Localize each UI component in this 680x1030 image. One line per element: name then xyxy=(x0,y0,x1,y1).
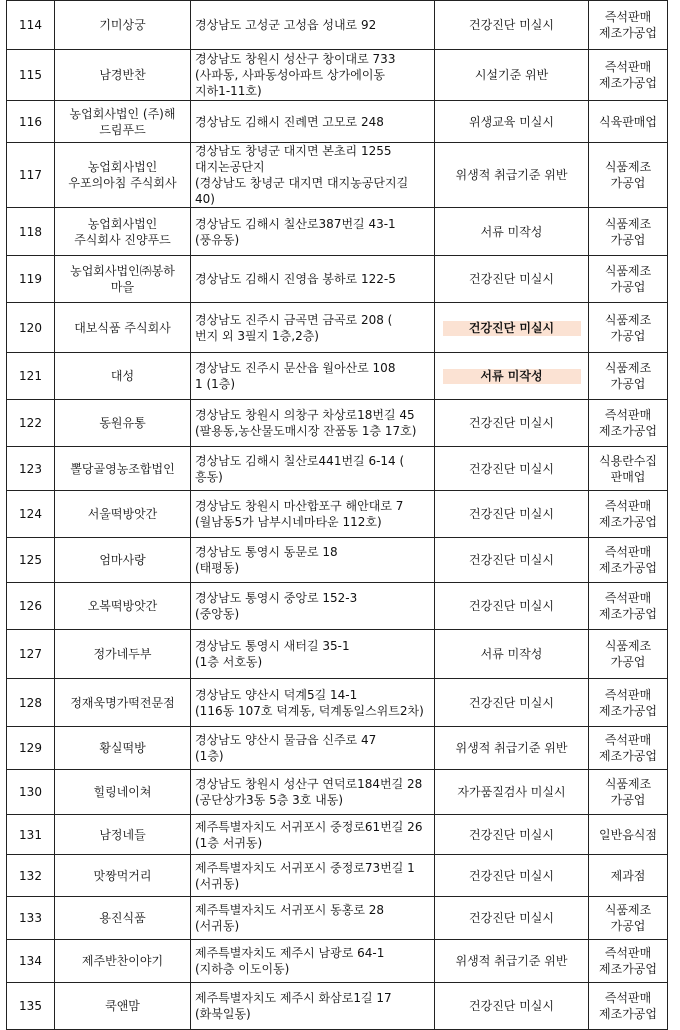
violation-cell: 위생적 취급기준 위반 xyxy=(435,727,589,770)
business-type-line: 제조가공업 xyxy=(599,607,657,621)
address-line: (태평동) xyxy=(195,561,240,575)
business-type-line: 즉석판매 xyxy=(604,408,652,422)
address-cell xyxy=(191,143,435,208)
address-line: 경상남도 창원시 성산구 연덕로184번길 28 xyxy=(195,777,423,791)
address-cell xyxy=(191,727,435,770)
business-type-line: 제조가공업 xyxy=(599,1007,657,1021)
business-name-line: 황실떡방 xyxy=(99,741,146,755)
business-name-line: 서울떡방앗간 xyxy=(87,507,158,521)
violation-cell xyxy=(435,303,589,353)
table-row xyxy=(7,855,668,897)
row-number-cell: 130 xyxy=(7,770,55,815)
business-name-line: 정가네두부 xyxy=(93,647,152,661)
business-type-line: 식품제조 xyxy=(604,903,652,917)
table-row xyxy=(7,256,668,303)
address-line: (지하층 이도이동) xyxy=(195,962,290,976)
address-line: (서귀동) xyxy=(195,919,240,933)
address-line: 1 (1층) xyxy=(195,377,236,391)
business-type-line: 식품제조 xyxy=(604,216,652,231)
business-type-cell xyxy=(589,815,668,855)
address-line: 경상남도 양산시 물금읍 신주로 47 xyxy=(195,733,377,747)
business-type-cell xyxy=(589,630,668,679)
business-name-cell xyxy=(55,983,191,1030)
row-number-cell: 134 xyxy=(7,940,55,983)
address-line: (공단상가3동 5층 3호 내동) xyxy=(195,793,344,807)
business-type-line: 제조가공업 xyxy=(599,515,657,529)
table-row xyxy=(7,447,668,491)
table-row xyxy=(7,491,668,538)
violation-cell: 위생교육 미실시 xyxy=(435,101,589,143)
address-cell xyxy=(191,770,435,815)
business-name-line: 농업회사법인 xyxy=(87,216,158,231)
business-name-cell xyxy=(55,727,191,770)
table-row xyxy=(7,727,668,770)
business-type-cell xyxy=(589,983,668,1030)
business-name-cell xyxy=(55,256,191,303)
violation-cell: 건강진단 미실시 xyxy=(435,583,589,630)
address-cell xyxy=(191,855,435,897)
business-type-cell xyxy=(589,583,668,630)
business-type-line: 가공업 xyxy=(610,232,646,247)
address-line: 경상남도 양산시 덕계5길 14-1 xyxy=(195,687,358,702)
business-type-line: 즉석판매 xyxy=(604,687,652,702)
business-name-cell xyxy=(55,143,191,208)
violation-cell: 건강진단 미실시 xyxy=(435,983,589,1030)
business-type-cell xyxy=(589,400,668,447)
business-name-line: 정재욱명가떡전문점 xyxy=(70,695,175,710)
business-type-cell xyxy=(589,538,668,583)
address-line: 경상남도 고성군 고성읍 성내로 92 xyxy=(195,18,377,32)
address-cell xyxy=(191,940,435,983)
table-body xyxy=(7,1,668,1030)
business-type-line: 식품제조 xyxy=(604,264,652,278)
business-name-cell xyxy=(55,538,191,583)
violation-cell: 자가품질검사 미실시 xyxy=(435,770,589,815)
business-type-line: 가공업 xyxy=(610,655,646,669)
address-line: 제주특별자치도 서귀포시 중정로61번길 26 xyxy=(195,819,423,834)
address-cell xyxy=(191,256,435,303)
address-cell xyxy=(191,815,435,855)
business-type-line: 식용란수집 xyxy=(599,453,657,468)
row-number-cell: 127 xyxy=(7,630,55,679)
address-cell xyxy=(191,208,435,256)
business-type-cell xyxy=(589,855,668,897)
table-row xyxy=(7,101,668,143)
address-line: 대지논공단지 xyxy=(195,160,265,174)
violation-cell: 건강진단 미실시 xyxy=(435,897,589,940)
row-number-cell: 133 xyxy=(7,897,55,940)
row-number-cell: 119 xyxy=(7,256,55,303)
business-name-cell xyxy=(55,208,191,256)
business-name-cell xyxy=(55,583,191,630)
address-line: (화북일동) xyxy=(195,1007,251,1021)
business-type-cell xyxy=(589,447,668,491)
violation-table xyxy=(6,0,668,1030)
business-name-line: 농업회사법인㈜봉하 xyxy=(70,264,175,278)
address-line: (풍유동) xyxy=(195,232,240,247)
business-type-line: 제조가공업 xyxy=(599,962,657,976)
business-type-line: 즉석판매 xyxy=(604,733,652,747)
violation-cell: 건강진단 미실시 xyxy=(435,1,589,50)
row-number-cell: 123 xyxy=(7,447,55,491)
violation-cell: 건강진단 미실시 xyxy=(435,538,589,583)
business-name-cell xyxy=(55,630,191,679)
row-number-cell: 120 xyxy=(7,303,55,353)
violation-cell: 건강진단 미실시 xyxy=(435,815,589,855)
address-line: 경상남도 통영시 동문로 18 xyxy=(195,545,338,559)
business-name-line: 용진식품 xyxy=(99,911,146,925)
address-cell xyxy=(191,447,435,491)
row-number-cell: 128 xyxy=(7,679,55,727)
table-row xyxy=(7,143,668,208)
business-name-line: 제주반찬이야기 xyxy=(81,954,164,968)
violation-cell: 건강진단 미실시 xyxy=(435,447,589,491)
row-number-cell: 114 xyxy=(7,1,55,50)
address-cell xyxy=(191,1,435,50)
highlighted-violation: 서류 미작성 xyxy=(443,369,581,384)
business-type-line: 즉석판매 xyxy=(604,946,652,960)
address-cell xyxy=(191,897,435,940)
row-number-cell: 116 xyxy=(7,101,55,143)
business-type-cell xyxy=(589,256,668,303)
business-type-line: 제조가공업 xyxy=(599,703,657,718)
business-type-line: 제과점 xyxy=(610,868,646,883)
business-type-line: 즉석판매 xyxy=(604,499,652,513)
table-row xyxy=(7,770,668,815)
row-number-cell: 129 xyxy=(7,727,55,770)
business-type-cell xyxy=(589,1,668,50)
table-row xyxy=(7,50,668,101)
table-row xyxy=(7,538,668,583)
address-cell xyxy=(191,679,435,727)
violation-cell: 시설기준 위반 xyxy=(435,50,589,101)
business-name-line: 마을 xyxy=(110,280,135,294)
address-line: (1층 서호동) xyxy=(195,655,263,669)
table-row xyxy=(7,303,668,353)
address-line: 경상남도 진주시 금곡면 금곡로 208 ( xyxy=(195,312,393,327)
business-type-cell xyxy=(589,101,668,143)
business-name-cell xyxy=(55,447,191,491)
business-type-line: 즉석판매 xyxy=(604,10,652,24)
row-number-cell: 124 xyxy=(7,491,55,538)
address-line: (사파동, 사파동성아파트 상가에이동 xyxy=(195,68,386,82)
business-type-line: 제조가공업 xyxy=(599,561,657,575)
violation-cell: 건강진단 미실시 xyxy=(435,679,589,727)
address-cell xyxy=(191,353,435,400)
business-name-line: 뽈당골영농조합법인 xyxy=(70,461,175,476)
address-line: 흥동) xyxy=(195,469,223,484)
address-line: 제주특별자치도 서귀포시 동홍로 28 xyxy=(195,903,385,917)
violation-cell: 위생적 취급기준 위반 xyxy=(435,143,589,208)
business-type-line: 식품제조 xyxy=(604,777,652,791)
business-type-line: 제조가공업 xyxy=(599,76,657,90)
business-name-cell xyxy=(55,1,191,50)
business-type-cell xyxy=(589,143,668,208)
row-number-cell: 115 xyxy=(7,50,55,101)
business-type-cell xyxy=(589,491,668,538)
business-name-line: 동원유통 xyxy=(99,416,146,430)
business-name-line: 드림푸드 xyxy=(99,122,146,137)
address-cell xyxy=(191,538,435,583)
business-type-line: 제조가공업 xyxy=(599,424,657,438)
row-number-cell: 122 xyxy=(7,400,55,447)
business-type-line: 식품제조 xyxy=(604,312,652,327)
business-name-line: 대보식품 주식회사 xyxy=(74,320,171,335)
business-type-cell xyxy=(589,353,668,400)
business-type-line: 식육판매업 xyxy=(599,114,657,129)
business-type-line: 즉석판매 xyxy=(604,545,652,559)
business-name-cell xyxy=(55,940,191,983)
table-row xyxy=(7,583,668,630)
business-name-line: 오복떡방앗간 xyxy=(87,599,158,613)
address-line: (팔용동,농산물도매시장 잔품동 1층 17호) xyxy=(195,424,417,438)
address-line: 경상남도 김해시 진영읍 봉하로 122-5 xyxy=(195,272,396,286)
business-type-cell xyxy=(589,940,668,983)
business-type-line: 가공업 xyxy=(610,328,646,343)
violation-cell: 건강진단 미실시 xyxy=(435,256,589,303)
business-type-cell xyxy=(589,770,668,815)
address-cell xyxy=(191,583,435,630)
table-row xyxy=(7,679,668,727)
address-cell xyxy=(191,400,435,447)
business-name-line: 힐링네이쳐 xyxy=(93,785,152,799)
address-cell xyxy=(191,101,435,143)
violation-cell: 건강진단 미실시 xyxy=(435,400,589,447)
business-type-line: 즉석판매 xyxy=(604,591,652,605)
address-line: 경상남도 진주시 문산읍 월아산로 108 xyxy=(195,361,396,375)
address-line: 제주특별자치도 제주시 남광로 64-1 xyxy=(195,946,385,960)
violation-cell: 위생적 취급기준 위반 xyxy=(435,940,589,983)
address-line: (경상남도 창녕군 대지면 대지농공단지길 40) xyxy=(195,176,409,206)
table-row xyxy=(7,897,668,940)
table-row xyxy=(7,983,668,1030)
table-row xyxy=(7,353,668,400)
violation-cell: 서류 미작성 xyxy=(435,630,589,679)
address-line: 경상남도 김해시 칠산로387번길 43-1 xyxy=(195,216,396,231)
business-name-line: 남경반찬 xyxy=(99,68,146,82)
business-type-line: 식품제조 xyxy=(604,160,652,174)
address-line: (1층 서귀동) xyxy=(195,835,263,850)
business-type-cell xyxy=(589,303,668,353)
business-type-cell xyxy=(589,208,668,256)
business-name-cell xyxy=(55,491,191,538)
business-name-line: 쿡앤맘 xyxy=(105,999,140,1013)
row-number-cell: 121 xyxy=(7,353,55,400)
address-line: 경상남도 통영시 중앙로 152-3 xyxy=(195,591,358,605)
business-name-line: 엄마사랑 xyxy=(99,553,146,567)
business-name-cell xyxy=(55,815,191,855)
business-name-cell xyxy=(55,679,191,727)
table-row xyxy=(7,940,668,983)
violation-cell: 건강진단 미실시 xyxy=(435,855,589,897)
row-number-cell: 132 xyxy=(7,855,55,897)
row-number-cell: 126 xyxy=(7,583,55,630)
business-type-line: 가공업 xyxy=(610,176,646,190)
address-line: 경상남도 창원시 의창구 차상로18번길 45 xyxy=(195,408,415,422)
table-row xyxy=(7,630,668,679)
table-row xyxy=(7,1,668,50)
address-line: 경상남도 창녕군 대지면 본초리 1255 xyxy=(195,144,392,158)
address-line: 번지 외 3필지 1층,2층) xyxy=(195,328,319,343)
business-type-line: 가공업 xyxy=(610,919,646,933)
business-name-cell xyxy=(55,101,191,143)
address-line: 경상남도 창원시 마산합포구 해안대로 7 xyxy=(195,499,404,513)
business-name-line: 기미상궁 xyxy=(99,18,146,32)
address-cell xyxy=(191,491,435,538)
address-cell xyxy=(191,50,435,101)
business-type-line: 즉석판매 xyxy=(604,60,652,74)
business-name-line: 맛짱먹거리 xyxy=(93,868,152,883)
business-type-line: 판매업 xyxy=(610,469,646,484)
business-name-cell xyxy=(55,353,191,400)
business-type-line: 일반음식점 xyxy=(599,827,657,842)
business-type-line: 가공업 xyxy=(610,280,646,294)
address-line: 경상남도 김해시 진례면 고모로 248 xyxy=(195,114,384,129)
violation-cell xyxy=(435,353,589,400)
business-name-line: 대성 xyxy=(110,369,135,383)
business-name-cell xyxy=(55,855,191,897)
business-type-line: 가공업 xyxy=(610,793,646,807)
business-name-cell xyxy=(55,303,191,353)
business-name-line: 농업회사법인 xyxy=(87,160,158,174)
address-line: (1층) xyxy=(195,749,224,763)
business-name-cell xyxy=(55,770,191,815)
row-number-cell: 118 xyxy=(7,208,55,256)
business-name-line: 남정네들 xyxy=(99,827,146,842)
address-cell xyxy=(191,983,435,1030)
business-name-cell xyxy=(55,400,191,447)
address-line: (116동 107호 덕계동, 덕계동일스위트2차) xyxy=(195,703,424,718)
row-number-cell: 131 xyxy=(7,815,55,855)
business-type-line: 즉석판매 xyxy=(604,991,652,1005)
address-line: 제주특별자치도 제주시 화삼로1길 17 xyxy=(195,991,392,1005)
business-type-line: 제조가공업 xyxy=(599,26,657,40)
business-type-line: 식품제조 xyxy=(604,639,652,653)
table-row xyxy=(7,208,668,256)
row-number-cell: 125 xyxy=(7,538,55,583)
business-type-line: 제조가공업 xyxy=(599,749,657,763)
address-line: 제주특별자치도 서귀포시 중정로73번길 1 xyxy=(195,860,415,875)
address-line: (월남동5가 남부시네마타운 112호) xyxy=(195,515,382,529)
business-type-cell xyxy=(589,679,668,727)
business-name-cell xyxy=(55,897,191,940)
address-line: (서귀동) xyxy=(195,876,240,891)
address-cell xyxy=(191,630,435,679)
business-name-line: 농업회사법인 (주)해 xyxy=(69,106,176,121)
address-line: 경상남도 통영시 새터길 35-1 xyxy=(195,639,350,653)
address-line: (중앙동) xyxy=(195,607,240,621)
address-line: 지하1-11호) xyxy=(195,84,262,98)
address-line: 경상남도 창원시 성산구 창이대로 733 xyxy=(195,52,396,66)
violation-cell: 건강진단 미실시 xyxy=(435,491,589,538)
row-number-cell: 135 xyxy=(7,983,55,1030)
business-name-line: 우포의아침 주식회사 xyxy=(68,176,177,190)
table-row xyxy=(7,815,668,855)
business-name-cell xyxy=(55,50,191,101)
business-name-line: 주식회사 진양푸드 xyxy=(74,232,171,247)
business-type-line: 가공업 xyxy=(610,377,646,391)
business-type-line: 식품제조 xyxy=(604,361,652,375)
business-type-cell xyxy=(589,727,668,770)
violation-cell: 서류 미작성 xyxy=(435,208,589,256)
business-type-cell xyxy=(589,50,668,101)
row-number-cell: 117 xyxy=(7,143,55,208)
address-line: 경상남도 김해시 칠산로441번길 6-14 ( xyxy=(195,453,405,468)
table-row xyxy=(7,400,668,447)
business-type-cell xyxy=(589,897,668,940)
address-cell xyxy=(191,303,435,353)
highlighted-violation: 건강진단 미실시 xyxy=(443,321,581,336)
